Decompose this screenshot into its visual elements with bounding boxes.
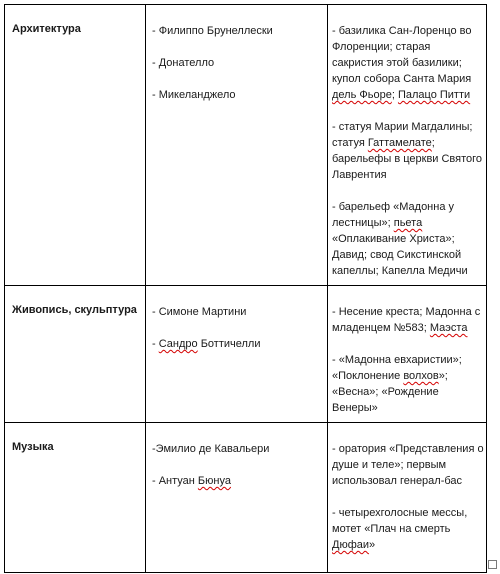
person-item: - Филиппо Брунеллески <box>152 25 273 37</box>
spellcheck-word: Дюфаи <box>332 539 370 551</box>
works-item: - статуя Марии Магдалины; статуя Гаттамелате; барельефы в церкви Святого Лаврентия <box>332 121 483 181</box>
people-cell <box>146 286 328 423</box>
spellcheck-word: Бюнуа <box>197 475 231 487</box>
people-cell <box>146 423 328 573</box>
works-item: - четырехголосные мессы, мотет «Плач на смерть Дюфаи» <box>332 507 468 551</box>
arts-table <box>4 4 487 573</box>
works-cell <box>328 423 487 573</box>
works-item: - «Мадонна евхаристии»; «Поклонение волхов»; «Весна»; «Рождение Венеры» <box>332 354 462 414</box>
spellcheck-word: Сандро <box>158 338 198 350</box>
works-item: - базилика Сан-Лоренцо во Флоренции; старая сакристия этой базилики; купол собора Санта Мария дель Фьоре; Палацо Питти <box>332 25 472 101</box>
spellcheck-word: Маэста <box>429 322 468 334</box>
category-label: Архитектура <box>12 23 81 35</box>
table-resize-handle[interactable] <box>488 560 497 569</box>
spellcheck-word: дель Фьоре <box>332 89 392 101</box>
person-item: -Эмилио де Кавальери <box>152 443 270 455</box>
works-item: - барельеф «Мадонна у лестницы»; пьета «Оплакивание Христа»; Давид; свод Сикстинской капеллы; Капелла Медичи <box>332 201 468 277</box>
works-cell <box>328 286 487 423</box>
works-item: - Несение креста; Мадонна с младенцем №583; Маэста <box>332 306 481 334</box>
category-label: Музыка <box>12 441 54 453</box>
spellcheck-word: Палацо Питти <box>397 89 471 101</box>
people-cell <box>146 5 328 286</box>
table-row <box>5 423 487 573</box>
person-item: - Сандро Боттичелли <box>152 338 261 350</box>
table-row <box>5 5 487 286</box>
person-item: - Микеланджело <box>152 89 236 101</box>
category-cell <box>5 5 146 286</box>
person-item: - Донателло <box>152 57 215 69</box>
spellcheck-word: пьета <box>393 217 423 229</box>
category-label: Живопись, скульптура <box>12 304 137 316</box>
person-item: - Антуан Бюнуа <box>152 475 231 487</box>
person-item: - Симоне Мартини <box>152 306 247 318</box>
category-cell <box>5 423 146 573</box>
category-cell <box>5 286 146 423</box>
table-row <box>5 286 487 423</box>
works-item: - оратория «Представления о душе и теле»; первым использовал генерал-бас <box>332 443 484 487</box>
spellcheck-word: волхов <box>403 370 439 382</box>
spellcheck-word: Гаттамелате <box>367 137 432 149</box>
works-cell <box>328 5 487 286</box>
